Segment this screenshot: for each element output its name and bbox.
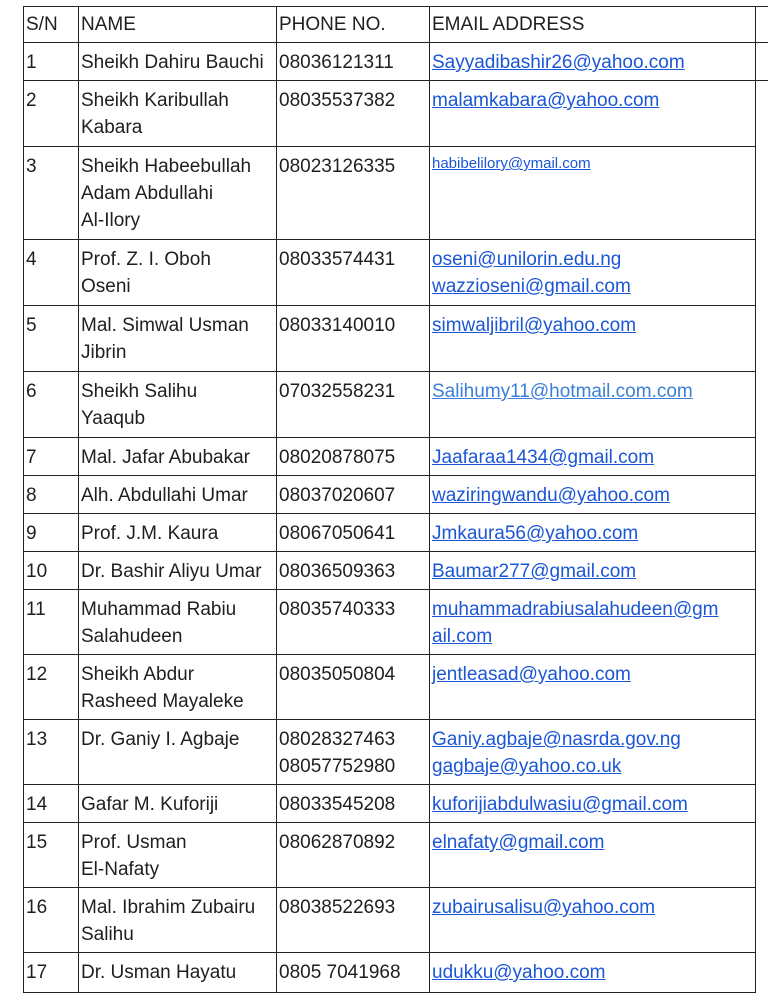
table-row bbox=[24, 552, 768, 590]
phone-line: 08067050641 bbox=[279, 523, 396, 544]
email-link[interactable]: Sayyadibashir26@yahoo.com bbox=[432, 52, 685, 73]
email-link[interactable]: muhammadrabiusalahudeen@gm bbox=[432, 599, 719, 620]
cell-extra bbox=[756, 438, 768, 476]
header-name: NAME bbox=[79, 7, 277, 43]
name-line: Kabara bbox=[81, 117, 143, 138]
email-link[interactable]: malamkabara@yahoo.com bbox=[432, 90, 660, 111]
cell-sn: 7 bbox=[24, 438, 79, 476]
phone-line: 08038522693 bbox=[279, 897, 396, 918]
phone-line: 08028327463 bbox=[279, 729, 396, 750]
cell-name bbox=[79, 43, 277, 81]
cell-sn: 16 bbox=[24, 888, 79, 953]
header-sn: S/N bbox=[24, 7, 79, 43]
cell-email bbox=[430, 888, 756, 953]
cell-phone bbox=[277, 438, 430, 476]
phone-line: 08062870892 bbox=[279, 832, 396, 853]
name-line: Dr. Ganiy I. Agbaje bbox=[81, 729, 240, 750]
table-row bbox=[24, 306, 768, 372]
cell-extra bbox=[756, 888, 768, 953]
cell-name bbox=[79, 306, 277, 372]
cell-sn: 12 bbox=[24, 655, 79, 720]
cell-name bbox=[79, 514, 277, 552]
contacts-table bbox=[23, 6, 768, 993]
name-line: Sheikh Habeebullah bbox=[81, 156, 252, 177]
cell-name bbox=[79, 372, 277, 438]
email-link[interactable]: Salihumy11@hotmail.com.com bbox=[432, 381, 693, 402]
phone-line: 08033545208 bbox=[279, 794, 396, 815]
phone-line: 08035740333 bbox=[279, 599, 396, 620]
cell-email bbox=[430, 147, 756, 240]
cell-sn: 15 bbox=[24, 823, 79, 888]
name-line: Dr. Usman Hayatu bbox=[81, 962, 237, 983]
cell-name bbox=[79, 823, 277, 888]
cell-sn: 3 bbox=[24, 147, 79, 240]
table-row bbox=[24, 476, 768, 514]
phone-line: 08037020607 bbox=[279, 485, 396, 506]
cell-extra bbox=[756, 655, 768, 720]
cell-email bbox=[430, 655, 756, 720]
cell-sn: 9 bbox=[24, 514, 79, 552]
cell-extra bbox=[756, 147, 768, 240]
table-row bbox=[24, 372, 768, 438]
name-line: Mal. Jafar Abubakar bbox=[81, 447, 250, 468]
cell-name bbox=[79, 720, 277, 785]
table-row bbox=[24, 240, 768, 306]
table-row bbox=[24, 888, 768, 953]
table-row bbox=[24, 590, 768, 655]
name-line: Mal. Simwal Usman bbox=[81, 315, 249, 336]
name-line: Dr. Bashir Aliyu Umar bbox=[81, 561, 262, 582]
cell-extra bbox=[756, 720, 768, 785]
cell-sn: 17 bbox=[24, 953, 79, 993]
header-row bbox=[24, 7, 768, 43]
email-link[interactable]: udukku@yahoo.com bbox=[432, 962, 606, 983]
cell-phone bbox=[277, 785, 430, 823]
header-phone: PHONE NO. bbox=[277, 7, 430, 43]
name-line: Prof. Usman bbox=[81, 832, 187, 853]
table-row bbox=[24, 81, 768, 147]
cell-extra bbox=[756, 43, 768, 81]
phone-line: 08033574431 bbox=[279, 249, 396, 270]
email-link[interactable]: Jmkaura56@yahoo.com bbox=[432, 523, 639, 544]
header-email: EMAIL ADDRESS bbox=[430, 7, 756, 43]
cell-extra bbox=[756, 823, 768, 888]
phone-line: 08035050804 bbox=[279, 664, 396, 685]
cell-phone bbox=[277, 590, 430, 655]
email-link[interactable]: habibelilory@ymail.com bbox=[432, 155, 591, 172]
cell-email bbox=[430, 438, 756, 476]
name-line: Adam Abdullahi bbox=[81, 183, 214, 204]
cell-phone bbox=[277, 552, 430, 590]
name-line: Rasheed Mayaleke bbox=[81, 691, 244, 712]
cell-phone bbox=[277, 655, 430, 720]
cell-name bbox=[79, 438, 277, 476]
table-row bbox=[24, 720, 768, 785]
cell-name bbox=[79, 655, 277, 720]
cell-phone bbox=[277, 306, 430, 372]
email-link[interactable]: oseni@unilorin.edu.ng bbox=[432, 249, 622, 270]
cell-email bbox=[430, 552, 756, 590]
cell-extra bbox=[756, 476, 768, 514]
email-link[interactable]: Jaafaraa1434@gmail.com bbox=[432, 447, 655, 468]
name-line: Alh. Abdullahi Umar bbox=[81, 485, 248, 506]
name-line: Prof. J.M. Kaura bbox=[81, 523, 219, 544]
phone-line: 08036509363 bbox=[279, 561, 396, 582]
cell-phone bbox=[277, 888, 430, 953]
cell-phone bbox=[277, 476, 430, 514]
phone-line: 08023126335 bbox=[279, 156, 396, 177]
cell-email bbox=[430, 372, 756, 438]
cell-name bbox=[79, 552, 277, 590]
table-row bbox=[24, 823, 768, 888]
table-row bbox=[24, 655, 768, 720]
cell-extra bbox=[756, 785, 768, 823]
cell-phone bbox=[277, 147, 430, 240]
cell-sn: 10 bbox=[24, 552, 79, 590]
email-link[interactable]: gagbaje@yahoo.co.uk bbox=[432, 756, 622, 777]
cell-name bbox=[79, 81, 277, 147]
cell-extra bbox=[756, 953, 768, 993]
name-line: Gafar M. Kuforiji bbox=[81, 794, 219, 815]
cell-sn: 11 bbox=[24, 590, 79, 655]
header-extra bbox=[756, 7, 768, 43]
phone-line: 08020878075 bbox=[279, 447, 396, 468]
cell-extra bbox=[756, 552, 768, 590]
phone-line: 0805 7041968 bbox=[279, 962, 401, 983]
name-line: Sheikh Dahiru Bauchi bbox=[81, 52, 264, 73]
cell-email bbox=[430, 240, 756, 306]
table-row bbox=[24, 147, 768, 240]
cell-extra bbox=[756, 372, 768, 438]
cell-email bbox=[430, 823, 756, 888]
cell-sn: 4 bbox=[24, 240, 79, 306]
phone-line: 07032558231 bbox=[279, 381, 396, 402]
cell-extra bbox=[756, 306, 768, 372]
cell-name bbox=[79, 476, 277, 514]
phone-line: 08036121311 bbox=[279, 52, 394, 73]
table-row bbox=[24, 438, 768, 476]
name-line: Jibrin bbox=[81, 342, 127, 363]
cell-name bbox=[79, 590, 277, 655]
table-row bbox=[24, 43, 768, 81]
email-link[interactable]: simwaljibril@yahoo.com bbox=[432, 315, 637, 336]
name-line: Yaaqub bbox=[81, 408, 146, 429]
cell-phone bbox=[277, 953, 430, 993]
cell-email bbox=[430, 720, 756, 785]
cell-extra bbox=[756, 514, 768, 552]
cell-name bbox=[79, 147, 277, 240]
cell-phone bbox=[277, 240, 430, 306]
cell-email bbox=[430, 306, 756, 372]
cell-email bbox=[430, 81, 756, 147]
cell-email bbox=[430, 514, 756, 552]
table-row bbox=[24, 785, 768, 823]
name-line: El-Nafaty bbox=[81, 859, 160, 880]
cell-sn: 5 bbox=[24, 306, 79, 372]
name-line: Mal. Ibrahim Zubairu bbox=[81, 897, 256, 918]
cell-extra bbox=[756, 240, 768, 306]
cell-sn: 13 bbox=[24, 720, 79, 785]
email-link[interactable]: Ganiy.agbaje@nasrda.gov.ng bbox=[432, 729, 681, 750]
cell-email bbox=[430, 590, 756, 655]
cell-phone bbox=[277, 372, 430, 438]
cell-phone bbox=[277, 823, 430, 888]
email-link[interactable]: wazzioseni@gmail.com bbox=[432, 276, 631, 297]
phone-line: 08035537382 bbox=[279, 90, 396, 111]
email-link[interactable]: kuforijiabdulwasiu@gmail.com bbox=[432, 794, 688, 815]
name-line: Sheikh Karibullah bbox=[81, 90, 229, 111]
cell-name bbox=[79, 953, 277, 993]
cell-sn: 6 bbox=[24, 372, 79, 438]
cell-name bbox=[79, 785, 277, 823]
cell-email bbox=[430, 476, 756, 514]
cell-sn: 1 bbox=[24, 43, 79, 81]
cell-email bbox=[430, 43, 756, 81]
cell-sn: 8 bbox=[24, 476, 79, 514]
name-line: Salahudeen bbox=[81, 626, 183, 647]
cell-email bbox=[430, 953, 756, 993]
name-line: Prof. Z. I. Oboh bbox=[81, 249, 211, 270]
cell-name bbox=[79, 888, 277, 953]
name-line: Muhammad Rabiu bbox=[81, 599, 237, 620]
email-link[interactable]: elnafaty@gmail.com bbox=[432, 832, 605, 853]
cell-phone bbox=[277, 81, 430, 147]
table-row bbox=[24, 514, 768, 552]
cell-phone bbox=[277, 43, 430, 81]
email-link[interactable]: waziringwandu@yahoo.com bbox=[432, 485, 670, 506]
email-link[interactable]: zubairusalisu@yahoo.com bbox=[432, 897, 656, 918]
cell-extra bbox=[756, 590, 768, 655]
name-line: Sheikh Salihu bbox=[81, 381, 198, 402]
name-line: Sheikh Abdur bbox=[81, 664, 195, 685]
name-line: Oseni bbox=[81, 276, 131, 297]
table-body bbox=[24, 43, 768, 993]
email-link[interactable]: ail.com bbox=[432, 626, 493, 647]
name-line: Salihu bbox=[81, 924, 134, 945]
name-line: Al-Ilory bbox=[81, 210, 141, 231]
email-link[interactable]: jentleasad@yahoo.com bbox=[432, 664, 631, 685]
phone-line: 08057752980 bbox=[279, 756, 396, 777]
cell-phone bbox=[277, 514, 430, 552]
cell-sn: 14 bbox=[24, 785, 79, 823]
cell-sn: 2 bbox=[24, 81, 79, 147]
cell-email bbox=[430, 785, 756, 823]
phone-line: 08033140010 bbox=[279, 315, 396, 336]
table-row bbox=[24, 953, 768, 993]
cell-name bbox=[79, 240, 277, 306]
email-link[interactable]: Baumar277@gmail.com bbox=[432, 561, 637, 582]
cell-extra bbox=[756, 81, 768, 147]
cell-phone bbox=[277, 720, 430, 785]
